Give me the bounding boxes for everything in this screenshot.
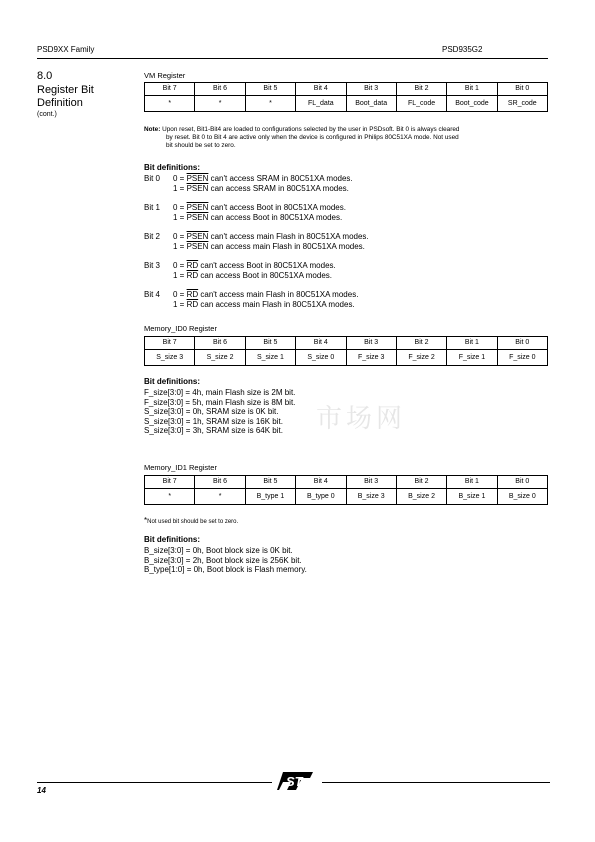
bitdef-one-prefix: 1 = [173,212,187,222]
value-cell: B_size 0 [497,489,547,505]
vm-bitdefs-title: Bit definitions: [144,163,200,172]
value-cell: B_size 3 [346,489,396,505]
bitdef-line-zero [144,232,544,242]
id1-register-title: Memory_ID1 Register [144,463,217,472]
value-cell: * [145,489,195,505]
bitdef-one-signal: $\overline{RD}$ [186,299,199,309]
header-cell: Bit 2 [396,337,446,350]
header-cell: Bit 5 [245,83,295,96]
header-right: PSD935G2 [442,45,483,54]
bitdef-line: S_size[3:0] = 3h, SRAM size is 64K bit. [144,426,283,435]
bitdef-one-text: can access Boot in 80C51XA modes. [198,270,332,280]
vm-register-table [144,82,548,112]
bitdef-zero-text: can't access main Flash in 80C51XA modes. [198,290,359,299]
value-cell: B_size 1 [447,489,497,505]
header-cell: Bit 1 [447,337,497,350]
bitdef-zero-prefix: 0 = [173,261,187,270]
footer-rule-right [322,782,550,783]
bitdef-line: F_size[3:0] = 5h, main Flash size is 8M bit. [144,397,296,407]
value-cell: F_size 0 [497,350,547,366]
value-cell: FL_data [296,96,346,112]
bitdef-zero-prefix: 0 = [173,232,187,241]
header-cell: Bit 4 [296,83,346,96]
bitdef-item [144,261,544,280]
note-line-1: Upon reset, Bit1-Bit4 are loaded to configurations selected by the user in PSDsoft. Bit 0 is always cleared [162,126,460,133]
bitdef-one-signal: PSEN [186,212,209,222]
bitdef-one-text: can access SRAM in 80C51XA modes. [208,183,349,193]
bitdef-line: B_type[1:0] = 0h, Boot block is Flash memory. [144,565,307,574]
bitdef-item [144,290,544,309]
bitdef-item [144,203,544,222]
header-cell: Bit 0 [497,476,547,489]
header-cell: Bit 6 [195,476,245,489]
value-cell: B_size 2 [396,489,446,505]
header-cell: Bit 2 [396,476,446,489]
vm-register-header-row [145,83,548,96]
bitdef-bit-label: Bit 3 [144,261,161,270]
id0-bitdefs-title: Bit definitions: [144,377,200,386]
bitdef-one-text: can access main Flash in 80C51XA modes. [198,299,355,309]
footnote-mark: * [144,516,148,525]
bitdef-zero-prefix: 0 = [173,290,187,299]
bitdef-one-signal: PSEN [186,183,209,193]
footer-rule-left [37,782,272,783]
bitdef-bit-label: Bit 1 [144,203,161,212]
bitdef-one-prefix: 1 = [173,299,187,309]
header-left: PSD9XX Family [37,45,95,54]
note-line-2: by reset. Bit 0 to Bit 4 are active only when the device is configured in Philips 80C51XA mode. Not used [166,134,459,141]
bitdef-line-one [144,242,544,252]
header-cell: Bit 7 [145,337,195,350]
value-cell: S_size 0 [296,350,346,366]
bitdef-one-text: can access Boot in 80C51XA modes. [208,212,343,222]
header-cell: Bit 4 [296,476,346,489]
id1-bitdefs-list [144,546,307,575]
value-cell: F_size 1 [447,350,497,366]
bitdef-zero-text: can't access SRAM in 80C51XA modes. [208,174,353,183]
header-cell: Bit 0 [497,337,547,350]
bitdef-zero-signal: $\overline{RD}$ [186,290,199,299]
bitdef-line-one [144,184,544,194]
id0-register-table [144,336,548,366]
id0-register-header-row [145,337,548,350]
value-cell: B_type 0 [296,489,346,505]
page-number: 14 [37,786,46,795]
value-cell: * [145,96,195,112]
bitdef-one-prefix: 1 = [173,270,187,280]
bitdef-zero-text: can't access Boot in 80C51XA modes. [198,261,336,270]
section-title-line1: Register Bit [37,84,94,96]
watermark: 市场网 [316,404,407,434]
bitdef-line: S_size[3:0] = 1h, SRAM size is 16K bit. [144,416,283,426]
header-cell: Bit 6 [195,337,245,350]
st-logo-icon [277,770,317,792]
bitdef-bit-label: Bit 2 [144,232,161,241]
bitdef-line-zero [144,290,544,300]
bitdef-line-one [144,213,544,223]
vm-register-value-row [145,96,548,112]
bitdef-line-one [144,271,544,281]
bitdef-line-one [144,300,544,310]
value-cell: Boot_code [447,96,497,112]
header-cell: Bit 0 [497,83,547,96]
bitdef-zero-prefix: 0 = [173,203,187,212]
value-cell: S_size 3 [145,350,195,366]
bitdef-line: S_size[3:0] = 0h, SRAM size is 0K bit. [144,407,279,416]
header-cell: Bit 3 [346,337,396,350]
bitdef-zero-signal: PSEN [186,174,209,183]
value-cell: S_size 1 [245,350,295,366]
value-cell: * [195,96,245,112]
value-cell: F_size 3 [346,350,396,366]
value-cell: F_size 2 [396,350,446,366]
id1-register-value-row [145,489,548,505]
bitdef-line: B_size[3:0] = 2h, Boot block size is 256K bit. [144,555,302,565]
note-label: Note: [144,126,161,133]
bitdef-zero-signal: $\overline{RD}$ [186,261,199,270]
bitdef-one-signal: $\overline{RD}$ [186,270,199,280]
header-cell: Bit 2 [396,83,446,96]
bitdef-one-prefix: 1 = [173,183,187,193]
vm-bitdefs-list [144,174,544,309]
bitdef-line-zero [144,261,544,271]
bitdef-item [144,232,544,251]
value-cell: * [195,489,245,505]
section-title-line2: Definition [37,97,83,109]
header-cell: Bit 3 [346,476,396,489]
id0-register-value-row [145,350,548,366]
value-cell: B_type 1 [245,489,295,505]
bitdef-zero-text: can't access main Flash in 80C51XA modes. [208,232,369,241]
section-number: 8.0 [37,70,53,82]
id0-bitdefs-list [144,388,295,436]
header-cell: Bit 1 [447,476,497,489]
bitdef-zero-text: can't access Boot in 80C51XA modes. [208,203,346,212]
vm-note [144,126,550,150]
id1-register-header-row [145,476,548,489]
id1-footnote [144,516,238,525]
header-cell: Bit 5 [245,337,295,350]
bitdef-bit-label: Bit 4 [144,290,161,299]
bitdef-zero-signal: PSEN [186,203,209,212]
value-cell: * [245,96,295,112]
id1-register-table [144,475,548,505]
footnote-text: Not used bit should be set to zero. [147,519,239,525]
header-rule [37,58,548,59]
value-cell: Boot_data [346,96,396,112]
section-cont: (cont.) [37,111,57,118]
value-cell: S_size 2 [195,350,245,366]
bitdef-zero-prefix: 0 = [173,174,187,183]
header-cell: Bit 7 [145,476,195,489]
bitdef-line-zero [144,174,544,184]
bitdef-line: B_size[3:0] = 0h, Boot block size is 0K bit. [144,546,293,555]
bitdef-one-prefix: 1 = [173,241,187,251]
id0-register-title: Memory_ID0 Register [144,324,217,333]
header-cell: Bit 6 [195,83,245,96]
header-cell: Bit 1 [447,83,497,96]
id1-bitdefs-title: Bit definitions: [144,535,200,544]
bitdef-bit-label: Bit 0 [144,174,161,183]
vm-register-title: VM Register [144,71,186,80]
bitdef-one-text: can access main Flash in 80C51XA modes. [208,241,365,251]
header-cell: Bit 5 [245,476,295,489]
bitdef-item [144,174,544,193]
value-cell: FL_code [396,96,446,112]
value-cell: SR_code [497,96,547,112]
header-cell: Bit 7 [145,83,195,96]
header-cell: Bit 4 [296,337,346,350]
bitdef-line-zero [144,203,544,213]
note-line-3: bit should be set to zero. [166,142,236,149]
st-logo-text: ST [286,774,303,789]
bitdef-zero-signal: PSEN [186,232,209,241]
header-cell: Bit 3 [346,83,396,96]
bitdef-line: F_size[3:0] = 4h, main Flash size is 2M bit. [144,388,296,397]
bitdef-one-signal: PSEN [186,241,209,251]
